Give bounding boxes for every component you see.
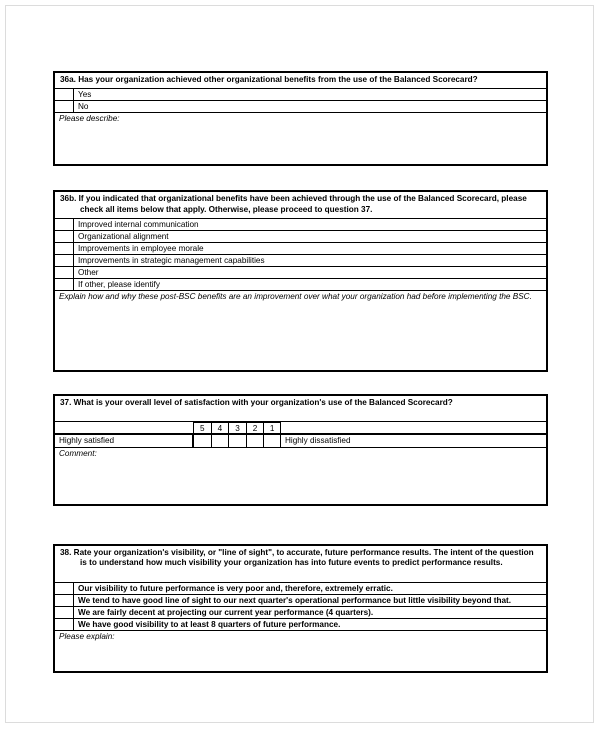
checkbox-yes[interactable]: [55, 89, 74, 100]
checkbox-if-other-identify[interactable]: [55, 279, 74, 290]
option-label: Other: [78, 267, 99, 277]
option-row[interactable]: [55, 595, 546, 607]
scale-left-anchor: Highly satisfied: [55, 435, 193, 447]
scale-right-spacer: [281, 422, 546, 434]
option-row[interactable]: [55, 219, 546, 231]
option-row[interactable]: [55, 619, 546, 631]
scale-number-4: 4: [211, 422, 229, 434]
block-spacer: [53, 372, 548, 394]
option-row[interactable]: [55, 583, 546, 595]
question-block-38: [53, 544, 548, 673]
checkbox-strategic-management-capabilities[interactable]: [55, 255, 74, 266]
survey-sheet: [53, 71, 548, 673]
scale-checkbox-4[interactable]: [211, 435, 229, 447]
option-row[interactable]: [55, 279, 546, 291]
option-label: We are fairly decent at projecting our current year performance (4 quarters).: [78, 607, 374, 617]
question-block-36b: [53, 190, 548, 372]
block-spacer: [53, 506, 548, 544]
question-heading-text: 36b. If you indicated that organizational benefits have been achieved through the use of the Balanced Scorecard, please check all items below that apply. Otherwise, please proceed to question 37.: [60, 194, 527, 214]
scale-left-spacer: [55, 422, 193, 434]
checkbox-employee-morale[interactable]: [55, 243, 74, 254]
block-spacer: [53, 166, 548, 190]
option-label: Improvements in strategic management capabilities: [78, 255, 265, 265]
checkbox-visibility-eight-quarters[interactable]: [55, 619, 74, 630]
checkbox-visibility-next-quarter[interactable]: [55, 595, 74, 606]
checkbox-other[interactable]: [55, 267, 74, 278]
rating-scale-37: [55, 422, 546, 448]
question-heading-38: [55, 546, 546, 583]
free-text-prompt: Explain how and why these post-BSC benefits are an improvement over what your organization had before implementing the BSC.: [59, 291, 532, 301]
scale-number-row: [55, 422, 546, 434]
option-label: We tend to have good line of sight to our next quarter's operational performance but little visibility beyond that.: [78, 595, 512, 605]
option-label: No: [78, 101, 89, 111]
option-label: Organizational alignment: [78, 231, 169, 241]
question-heading-37: [55, 396, 546, 422]
free-text-prompt: Please describe:: [59, 113, 120, 123]
option-label: Improvements in employee morale: [78, 243, 204, 253]
question-heading-36b: [55, 192, 546, 218]
question-heading-text: 36a. Has your organization achieved other organizational benefits from the use of the Balanced Scorecard?: [60, 75, 478, 84]
scale-checkbox-3[interactable]: [228, 435, 246, 447]
free-text-area-36b[interactable]: [55, 302, 546, 370]
option-label: Improved internal communication: [78, 219, 199, 229]
option-label: We have good visibility to at least 8 quarters of future performance.: [78, 619, 341, 629]
question-block-37: [53, 394, 548, 505]
free-text-area-37[interactable]: [55, 460, 546, 504]
free-text-prompt: Please explain:: [59, 631, 115, 641]
scale-number-5: 5: [193, 422, 211, 434]
option-row[interactable]: [55, 267, 546, 279]
checkbox-visibility-very-poor[interactable]: [55, 583, 74, 594]
option-label: Our visibility to future performance is very poor and, therefore, extremely erratic.: [78, 583, 393, 593]
checkbox-visibility-current-year[interactable]: [55, 607, 74, 618]
free-text-prompt: Comment:: [59, 448, 97, 458]
option-label: Yes: [78, 89, 92, 99]
checkbox-organizational-alignment[interactable]: [55, 231, 74, 242]
free-text-area-36a[interactable]: [55, 124, 546, 164]
scale-checkbox-1[interactable]: [263, 435, 281, 447]
option-row[interactable]: [55, 243, 546, 255]
checkbox-no[interactable]: [55, 101, 74, 112]
scale-right-anchor: Highly dissatisfied: [284, 435, 351, 445]
option-row[interactable]: [55, 89, 546, 101]
question-block-36a: [53, 71, 548, 166]
scale-number-3: 3: [228, 422, 246, 434]
free-text-area-38[interactable]: [55, 643, 546, 671]
document-page: [5, 5, 594, 723]
option-row[interactable]: [55, 255, 546, 267]
question-heading-text: 37. What is your overall level of satisfaction with your organization's use of the Balanced Scorecard?: [60, 398, 453, 408]
question-heading-text: 38. Rate your organization's visibility, or "line of sight", to accurate, future performance results. The intent of the question is to understand how much visibility your organization has into future events to predict performance results.: [60, 547, 534, 568]
scale-number-2: 2: [246, 422, 264, 434]
question-heading-36a: [55, 73, 546, 89]
option-row[interactable]: [55, 607, 546, 619]
scale-checkbox-2[interactable]: [246, 435, 264, 447]
checkbox-improved-internal-communication[interactable]: [55, 219, 74, 230]
scale-checkbox-5[interactable]: [193, 435, 211, 447]
option-label: If other, please identify: [78, 279, 160, 289]
option-row[interactable]: [55, 231, 546, 243]
option-row[interactable]: [55, 101, 546, 113]
scale-answer-row: [55, 434, 546, 448]
scale-number-1: 1: [263, 422, 281, 434]
